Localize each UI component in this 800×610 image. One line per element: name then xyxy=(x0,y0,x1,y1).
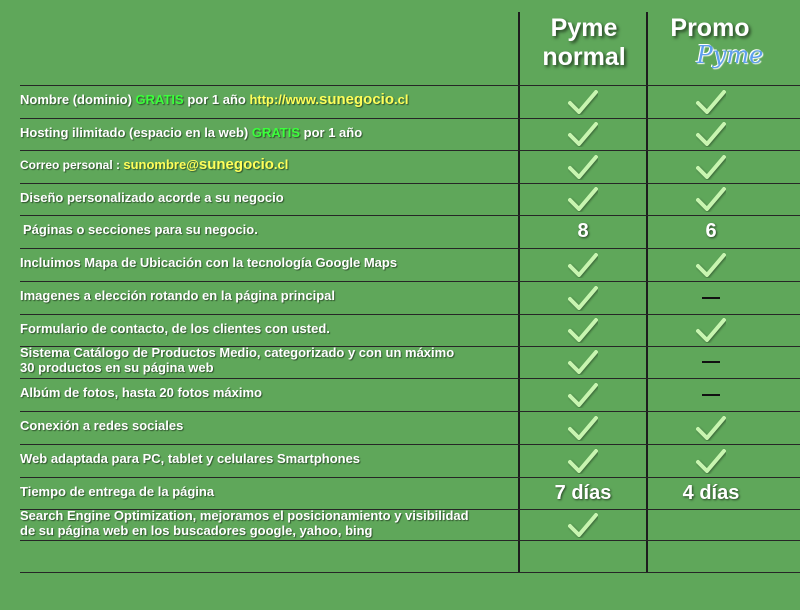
label-text: Web adaptada para PC, tablet y celulares Smartphones xyxy=(20,451,361,466)
check-icon xyxy=(568,121,598,147)
feature-label xyxy=(20,508,515,538)
label-text: Páginas o secciones para su negocio. xyxy=(23,222,258,237)
plan-header-line1: Pyme xyxy=(550,14,618,42)
dash-icon xyxy=(702,361,720,363)
promo-pyme-cell xyxy=(648,183,774,215)
promo-pyme-cell xyxy=(648,150,774,183)
pyme-normal-cell xyxy=(520,477,646,509)
feature-label xyxy=(20,92,515,107)
feature-label xyxy=(20,255,515,270)
pyme-normal-cell xyxy=(520,444,646,477)
promo-pyme-cell xyxy=(648,509,774,540)
feature-label xyxy=(20,451,515,466)
pyme-normal-cell xyxy=(520,378,646,411)
check-icon xyxy=(696,448,726,474)
domain-name: sunegocio xyxy=(319,91,395,108)
promo-pyme-cell xyxy=(648,85,774,118)
label-text: Hosting ilimitado (espacio en la web) xyxy=(20,125,252,140)
check-icon xyxy=(568,512,598,538)
pyme-normal-cell xyxy=(520,215,646,248)
cell-value: 7 días xyxy=(554,481,612,504)
feature-label xyxy=(20,288,515,303)
label-text-line2: de su página web en los buscadores google, yahoo, bing xyxy=(20,523,373,538)
promo-pyme-cell xyxy=(648,411,774,444)
check-icon xyxy=(568,89,598,115)
label-text: Tiempo de entrega de la página xyxy=(20,484,215,499)
check-icon xyxy=(568,382,598,408)
label-text: Conexión a redes sociales xyxy=(20,418,184,433)
check-icon xyxy=(568,448,598,474)
domain-name: sunegocio xyxy=(198,156,274,173)
feature-label xyxy=(20,157,515,173)
check-icon xyxy=(568,415,598,441)
gratis-highlight: GRATIS xyxy=(251,125,301,140)
label-text: Diseño personalizado acorde a su negocio xyxy=(20,190,284,205)
row-divider xyxy=(20,572,800,573)
check-icon xyxy=(696,415,726,441)
pyme-normal-cell xyxy=(520,183,646,215)
promo-pyme-cell xyxy=(648,118,774,150)
plan-header-promo-pyme xyxy=(650,14,770,67)
promo-pyme-cell xyxy=(648,477,774,509)
label-text: Correo personal : xyxy=(20,158,124,172)
pyme-normal-cell xyxy=(520,248,646,281)
check-icon xyxy=(696,121,726,147)
promo-pyme-cell xyxy=(648,346,774,378)
label-text: Imagenes a elección rotando en la página principal xyxy=(20,288,335,303)
check-icon xyxy=(568,349,598,375)
label-text: Sistema Catálogo de Productos Medio, categorizado y con un máximo xyxy=(20,345,455,360)
check-icon xyxy=(696,154,726,180)
domain-suffix: .cl xyxy=(394,92,409,107)
pyme-normal-cell xyxy=(520,509,646,540)
pyme-normal-cell xyxy=(520,118,646,150)
plan-header-script: Pyme xyxy=(696,41,764,69)
feature-label xyxy=(20,385,515,400)
promo-pyme-cell xyxy=(648,281,774,314)
dash-icon xyxy=(702,297,720,299)
pyme-normal-cell xyxy=(520,281,646,314)
label-text: Incluimos Mapa de Ubicación con la tecnología Google Maps xyxy=(20,255,398,270)
domain-suffix: .cl xyxy=(273,157,289,172)
check-icon xyxy=(568,154,598,180)
gratis-highlight: GRATIS xyxy=(135,92,184,107)
promo-pyme-cell xyxy=(648,444,774,477)
pyme-normal-cell xyxy=(520,150,646,183)
check-icon xyxy=(696,252,726,278)
check-icon xyxy=(696,89,726,115)
check-icon xyxy=(568,285,598,311)
cell-value: 4 días xyxy=(682,481,740,504)
pyme-normal-cell xyxy=(520,346,646,378)
label-text: Formulario de contacto, de los clientes con usted. xyxy=(20,321,330,336)
cell-value: 6 xyxy=(705,220,717,242)
feature-label xyxy=(20,484,515,499)
promo-pyme-cell xyxy=(648,215,774,248)
check-icon xyxy=(696,186,726,212)
label-text: Nombre (dominio) xyxy=(20,92,136,107)
pyme-normal-cell xyxy=(520,314,646,346)
promo-pyme-cell xyxy=(648,248,774,281)
label-text: por 1 año xyxy=(183,92,250,107)
label-text: Search Engine Optimization, mejoramos el posicionamiento y visibilidad xyxy=(20,508,469,523)
feature-label xyxy=(23,222,518,237)
promo-pyme-cell xyxy=(648,314,774,346)
label-text-line2: 30 productos en su página web xyxy=(20,360,214,375)
url-prefix: http://www. xyxy=(249,92,319,107)
feature-label xyxy=(20,418,515,433)
email-user: sunombre@ xyxy=(123,157,199,172)
promo-pyme-cell xyxy=(648,378,774,411)
check-icon xyxy=(568,252,598,278)
plan-header-pyme-normal xyxy=(520,14,648,72)
dash-icon xyxy=(702,394,720,396)
check-icon xyxy=(568,317,598,343)
feature-label xyxy=(20,190,515,205)
pyme-normal-cell xyxy=(520,411,646,444)
feature-label xyxy=(20,345,515,375)
check-icon xyxy=(568,186,598,212)
label-text: por 1 año xyxy=(300,125,363,140)
pyme-normal-cell xyxy=(520,85,646,118)
cell-value: 8 xyxy=(577,220,589,242)
row-divider xyxy=(20,540,800,541)
label-text: Albúm de fotos, hasta 20 fotos máximo xyxy=(20,385,262,400)
plan-header-line1: Promo xyxy=(670,14,750,42)
check-icon xyxy=(696,317,726,343)
feature-label xyxy=(20,321,515,336)
plan-header-line2: normal xyxy=(542,43,626,71)
feature-label xyxy=(20,125,515,140)
